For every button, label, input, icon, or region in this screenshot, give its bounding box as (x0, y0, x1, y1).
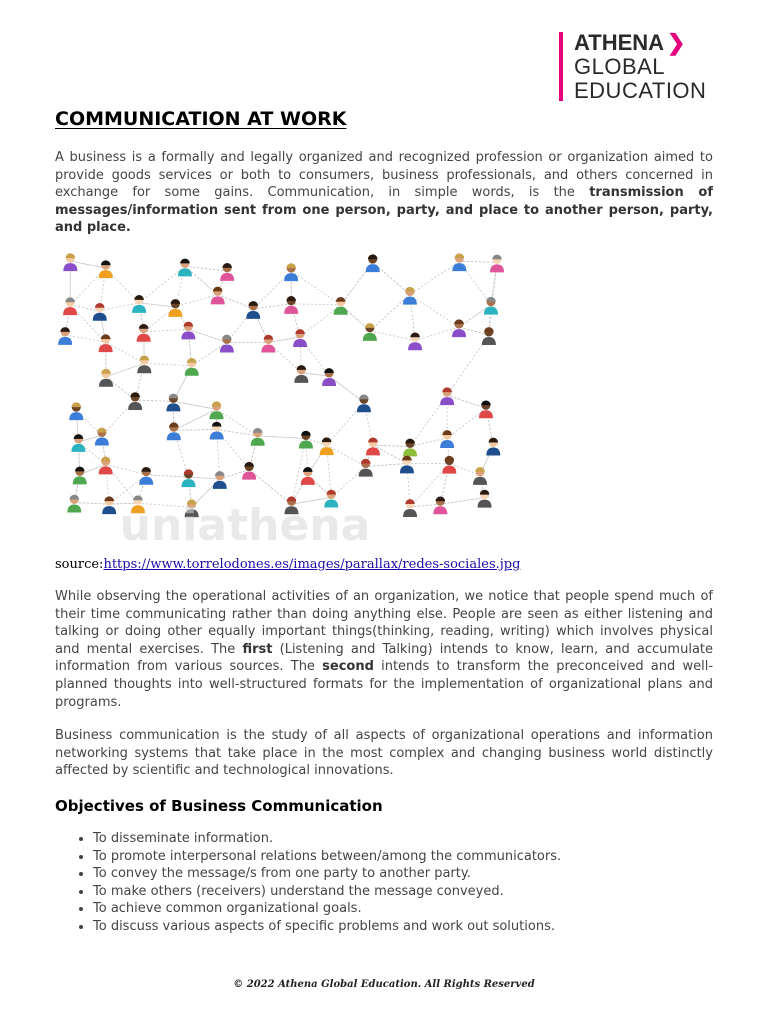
chevron-right-icon: ❯ (667, 30, 686, 55)
person-avatar-icon (403, 499, 417, 517)
list-item: • To make others (receivers) understand the message conveyed. (93, 883, 733, 901)
network-edge (410, 504, 440, 507)
person-avatar-icon (251, 428, 265, 446)
logo-wordmark (574, 31, 706, 103)
person-avatar-icon (137, 355, 151, 373)
source-link[interactable]: https://www.torrelodones.es/images/parallax/redes-sociales.jpg (103, 557, 521, 572)
person-avatar-icon (220, 335, 234, 353)
person-avatar-icon (210, 401, 224, 419)
person-avatar-icon (452, 253, 466, 271)
person-avatar-icon (366, 438, 380, 456)
person-avatar-icon (400, 456, 414, 474)
source-label: source: (55, 557, 104, 572)
person-avatar-icon (220, 263, 234, 281)
person-avatar-icon (334, 297, 348, 315)
network-edge (291, 271, 341, 305)
person-avatar-icon (137, 324, 151, 342)
person-avatar-icon (246, 301, 260, 319)
para2-part2: (Listening and Talking) intends to know, learn, and accumulate information from various sources. The (55, 641, 713, 675)
observation-paragraph (55, 588, 713, 711)
network-edge (144, 363, 191, 366)
person-avatar-icon (490, 255, 504, 273)
network-edge (217, 430, 258, 436)
objectives-heading: Objectives of Business Communication (55, 797, 383, 815)
person-avatar-icon (403, 439, 417, 457)
person-avatar-icon (73, 467, 87, 485)
person-avatar-icon (486, 438, 500, 456)
network-edge (74, 502, 109, 504)
para2-part3: intends to transform the preconceived and well-planned thoughts into well-structured formats for the implementation of organizational plans and programs. (55, 659, 714, 710)
network-edge (291, 304, 341, 305)
network-edge (366, 463, 407, 466)
person-avatar-icon (182, 469, 196, 487)
network-edge (410, 261, 459, 294)
person-avatar-icon (168, 299, 182, 317)
business-communication-paragraph: Business communication is the study of all aspects of organizational operations and information networking systems that take place in the most complex and changing business world distinctly affected by scientific and technological innovations. (55, 728, 713, 779)
logo-line-athena: ATHENA (574, 30, 665, 55)
person-avatar-icon (473, 467, 487, 485)
person-avatar-icon (67, 495, 81, 513)
person-avatar-icon (294, 365, 308, 383)
person-avatar-icon (213, 471, 227, 489)
person-avatar-icon (178, 259, 192, 277)
person-avatar-icon (482, 327, 496, 345)
person-avatar-icon (440, 387, 454, 405)
person-avatar-icon (261, 335, 275, 353)
network-edge (410, 295, 459, 328)
person-avatar-icon (99, 260, 113, 278)
person-avatar-icon (408, 332, 422, 350)
network-edge (300, 305, 341, 337)
network-edge (327, 445, 366, 466)
network-edge (415, 327, 459, 340)
list-item: • To convey the message/s from one party to another party. (93, 865, 733, 883)
person-avatar-icon (69, 402, 83, 420)
network-edge (440, 498, 484, 505)
person-avatar-icon (284, 263, 298, 281)
para2-part1: While observing the operational activities of an organization, we notice that people spend much of their time communicating rather than doing anything else. People are seen as either listening and talking or doing other equally important things(thinking, reading, writing) which involves physical and mental exercises. The (55, 589, 713, 657)
person-avatar-icon (99, 369, 113, 387)
person-avatar-icon (102, 496, 116, 514)
network-edge (440, 498, 484, 505)
person-avatar-icon (479, 400, 493, 418)
person-avatar-icon (357, 394, 371, 412)
list-item: • To disseminate information. (93, 830, 733, 848)
network-edge (217, 409, 258, 436)
person-avatar-icon (433, 496, 447, 514)
person-avatar-icon (403, 287, 417, 305)
network-edges (65, 261, 497, 507)
network-edge (135, 400, 173, 401)
person-avatar-icon (322, 368, 336, 386)
watermark-text: uniathena (119, 500, 371, 551)
network-edge (459, 305, 491, 327)
person-avatar-icon (93, 303, 107, 321)
person-avatar-icon (284, 296, 298, 314)
person-avatar-icon (167, 422, 181, 440)
network-edge (447, 408, 486, 438)
person-avatar-icon (442, 456, 456, 474)
network-edge (253, 304, 291, 309)
logo-accent-bar (559, 32, 563, 101)
intro-text: A business is a formally and legally organized and recognized profession or organization aimed to provide goods services or both to consumers, business professionals, and others concerned in exchange for some gains. Communication, in simple words, is the (55, 150, 713, 201)
social-network-illustration (55, 252, 533, 552)
network-edge (139, 266, 185, 302)
person-avatar-icon (128, 392, 142, 410)
person-avatar-icon (185, 358, 199, 376)
network-edge (459, 261, 497, 262)
person-avatar-icon (139, 467, 153, 485)
person-avatar-icon (181, 322, 195, 340)
footer-copyright: © 2022 Athena Global Education. All Rights Reserved (233, 979, 535, 990)
network-edge (106, 342, 145, 363)
list-item: • To achieve common organizational goals. (93, 900, 733, 918)
logo-line-global: GLOBAL (574, 54, 666, 79)
objectives-list (55, 830, 733, 936)
person-avatar-icon (484, 297, 498, 315)
person-avatar-icon (242, 462, 256, 480)
person-avatar-icon (301, 467, 315, 485)
intro-bold-text: transmission of messages/information sent from one person, party, and place to another person, party, and place. (55, 185, 714, 236)
intro-paragraph (55, 149, 713, 237)
para2-bold-second: second (322, 659, 374, 675)
network-edge (144, 329, 189, 331)
list-item: • To discuss various aspects of specific problems and work out solutions. (93, 918, 733, 936)
image-source (55, 557, 520, 572)
network-illustration (55, 252, 533, 552)
person-avatar-icon (71, 434, 85, 452)
person-avatar-icon (359, 459, 373, 477)
list-item: • To promote interpersonal relations between/among the communicators. (93, 848, 733, 866)
para2-bold-first: first (242, 641, 273, 657)
network-nodes (58, 253, 504, 517)
person-avatar-icon (366, 254, 380, 272)
network-edge (192, 342, 227, 365)
page-title: COMMUNICATION AT WORK (55, 108, 347, 130)
logo-line-education: EDUCATION (574, 78, 707, 103)
person-avatar-icon (299, 431, 313, 449)
